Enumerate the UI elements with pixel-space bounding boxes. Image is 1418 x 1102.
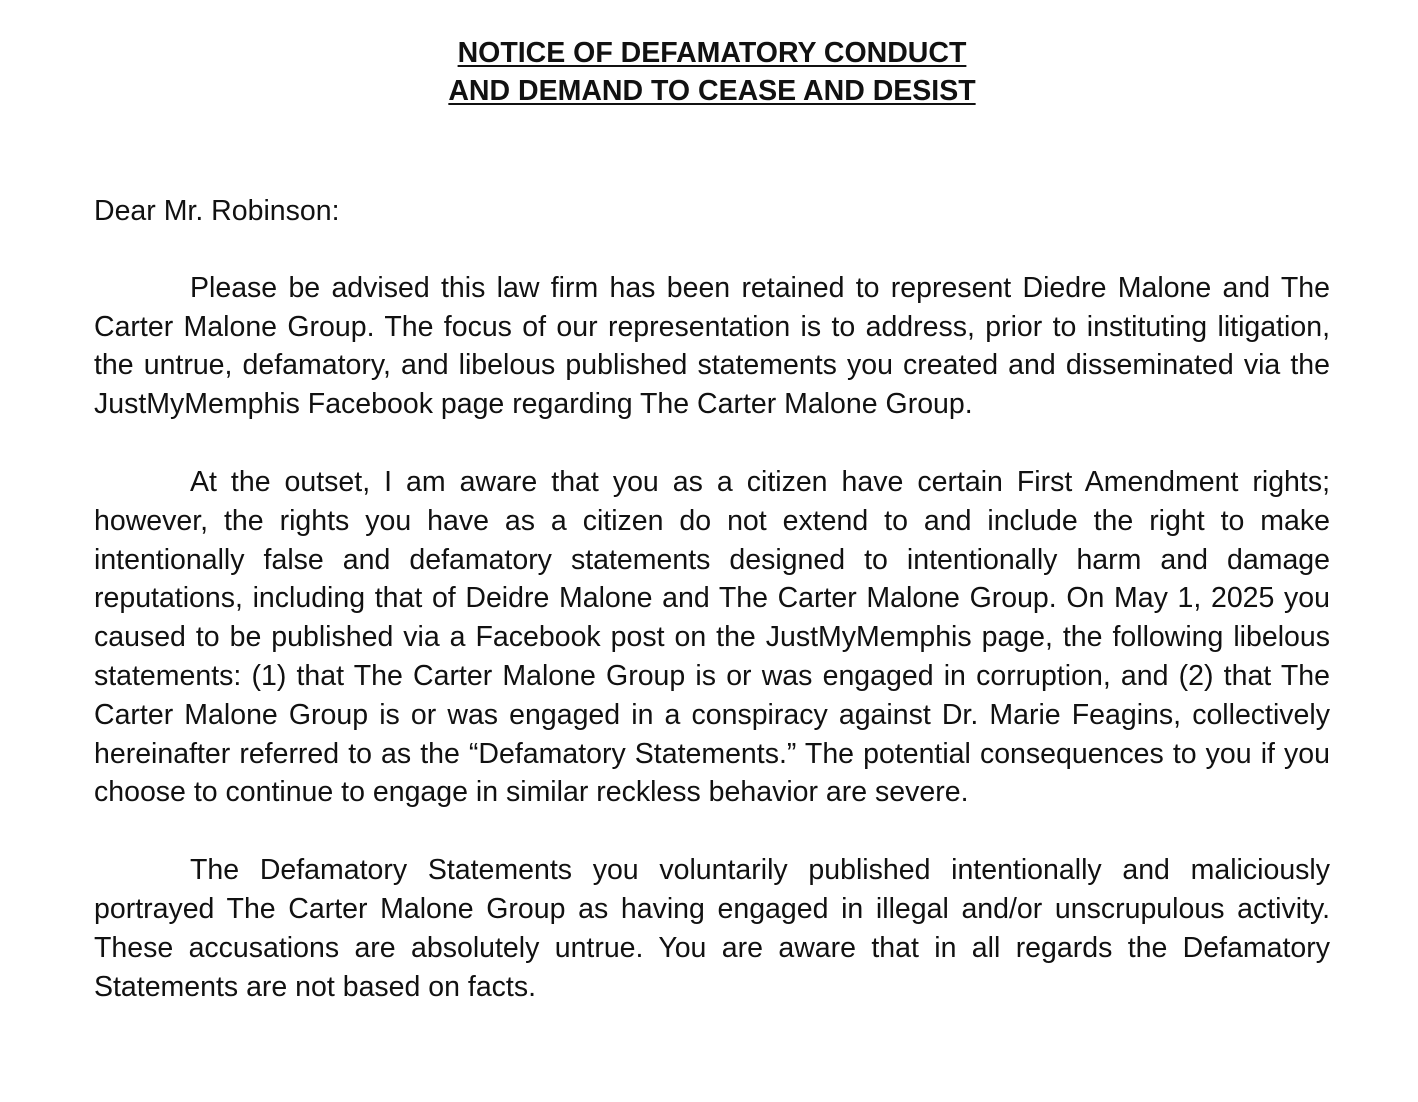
notice-title-line-1: NOTICE OF DEFAMATORY CONDUCT xyxy=(457,37,967,69)
paragraph-accusations: The Defamatory Statements you voluntarily published intentionally and maliciously portrayed The Carter Malone Group as having engaged in illegal and/or unscrupulous activity. These accusations are absolutely untrue. You are aware that in all regards the Defamatory Statements are not based on facts. xyxy=(94,854,1330,1003)
paragraph-first-amendment: At the outset, I am aware that you as a citizen have certain First Amendment rights; however, the rights you have as a citizen do not extend to and include the right to make intentionally false and defamatory statements designed to intentionally harm and damage reputations, including that of Deidre Malone and The Carter Malone Group. On May 1, 2025 you caused to be published via a Facebook post on the JustMyMemphis page, the following libelous statements: (1) that The Carter Malone Group is or was engaged in corruption, and (2) that The Carter Malone Group is or was engaged in a conspiracy against Dr. Marie Feagins, collectively hereinafter referred to as the “Defamatory Statements.” The potential consequences to you if you choose to continue to engage in similar reckless behavior are severe. xyxy=(94,465,1330,809)
letter-page xyxy=(94,34,1330,1006)
paragraph-representation: Please be advised this law firm has been retained to represent Diedre Malone and The Carter Malone Group. The focus of our representation is to address, prior to instituting litigation, the untrue, defamatory, and libelous published statements you created and disseminated via the JustMyMemphis Facebook page regarding The Carter Malone Group. xyxy=(94,271,1330,421)
salutation: Dear Mr. Robinson: xyxy=(94,195,340,227)
notice-title-line-2: AND DEMAND TO CEASE AND DESIST xyxy=(448,75,976,107)
